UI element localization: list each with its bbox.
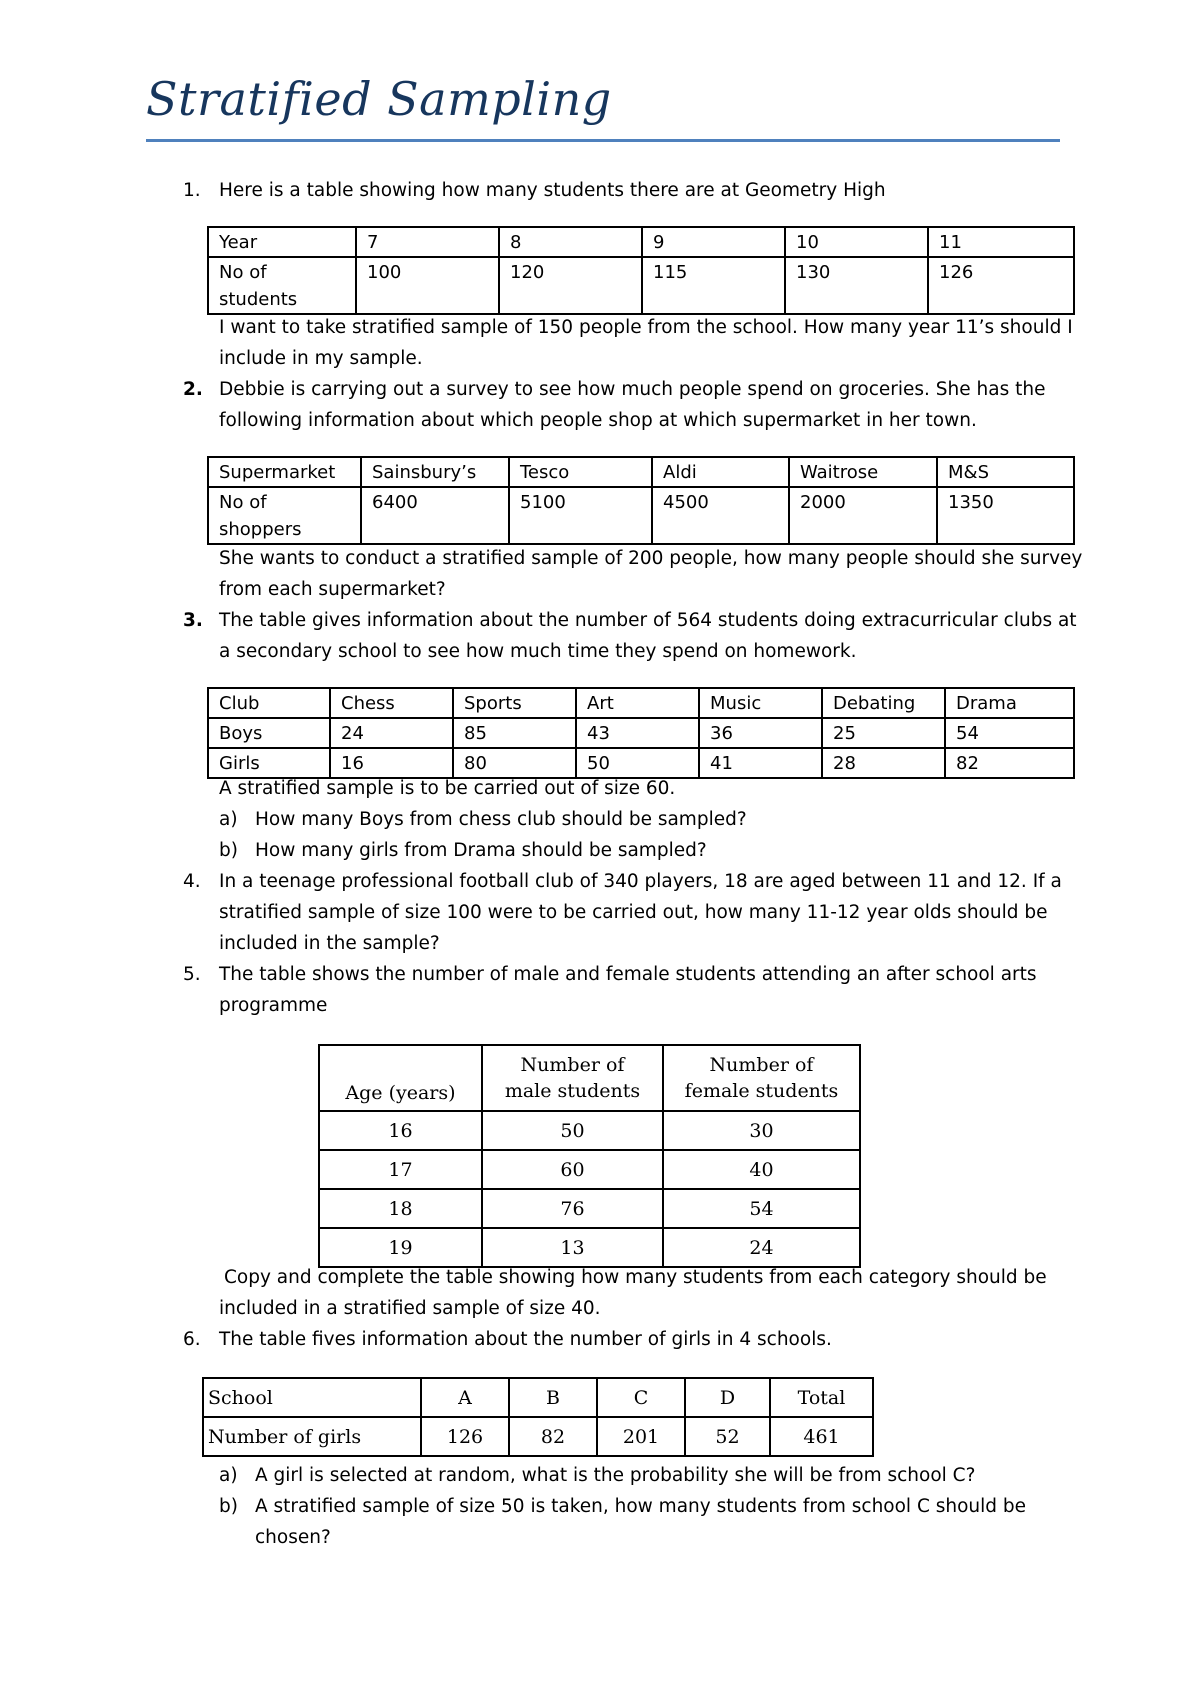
q5-female-cell: 40	[663, 1150, 860, 1189]
q3-boys-cell: 36	[699, 718, 822, 748]
q2-value-cell: 5100	[509, 487, 652, 544]
q3-boys-label: Boys	[208, 718, 330, 748]
q1-value-cell: 120	[499, 257, 642, 314]
q6-header-cell: C	[597, 1378, 685, 1417]
q2-header-cell: Tesco	[509, 457, 652, 487]
q5-female-cell: 54	[663, 1189, 860, 1228]
q1-header-cell: 10	[785, 227, 928, 257]
q2-header-cell: M&S	[937, 457, 1074, 487]
q6-value-cell: 52	[685, 1417, 770, 1456]
q5-header-age: Age (years)	[319, 1045, 482, 1111]
q3-part-b: How many girls from Drama should be sampled?	[255, 840, 707, 861]
q2-intro-line-1: Debbie is carrying out a survey to see how much people spend on groceries. She has the	[219, 379, 1046, 400]
q5-age-cell: 17	[319, 1150, 482, 1189]
q3-header-cell: Drama	[945, 688, 1074, 718]
q3-girls-cell: 28	[822, 748, 945, 778]
q6-header-cell: D	[685, 1378, 770, 1417]
q1-row-label: No of students	[208, 257, 356, 314]
q6-part-b-line-1: A stratified sample of size 50 is taken, how many students from school C should be	[255, 1496, 1027, 1517]
q6-number: 6.	[183, 1329, 201, 1350]
page-title: Stratified Sampling	[146, 72, 612, 126]
q3-header-cell: Sports	[453, 688, 576, 718]
q1-value-cell: 130	[785, 257, 928, 314]
q5-header-male-line-2: male students	[504, 1080, 641, 1102]
q2-intro-line-2: following information about which people shop at which supermarket in her town.	[219, 410, 977, 431]
q2-text-line-2: from each supermarket?	[219, 579, 446, 600]
q6-header-cell: B	[509, 1378, 597, 1417]
q6-value-cell: 201	[597, 1417, 685, 1456]
q6-table	[202, 1377, 874, 1457]
q2-value-cell: 6400	[361, 487, 509, 544]
q5-header-female	[663, 1045, 860, 1111]
q4-line-1: In a teenage professional football club of 340 players, 18 are aged between 11 and 12. If a	[219, 871, 1062, 892]
q5-female-cell: 24	[663, 1228, 860, 1267]
q3-header-cell: Art	[576, 688, 699, 718]
q5-header-female-line-1: Number of	[709, 1054, 814, 1076]
q6-header-cell: School	[203, 1378, 421, 1417]
q5-male-cell: 60	[482, 1150, 663, 1189]
q2-value-cell: 4500	[652, 487, 789, 544]
q5-table	[318, 1044, 861, 1268]
q3-girls-cell: 41	[699, 748, 822, 778]
q3-header-cell: Debating	[822, 688, 945, 718]
q6-part-a-label: a)	[219, 1465, 238, 1486]
q6-part-b-label: b)	[219, 1496, 238, 1517]
q6-part-a: A girl is selected at random, what is the probability she will be from school C?	[255, 1465, 976, 1486]
q1-header-cell: 9	[642, 227, 785, 257]
q2-row-label: No of shoppers	[208, 487, 361, 544]
q5-male-cell: 50	[482, 1111, 663, 1150]
q5-header-male-line-1: Number of	[520, 1054, 625, 1076]
q5-age-cell: 18	[319, 1189, 482, 1228]
q2-header-cell: Supermarket	[208, 457, 361, 487]
q5-age-cell: 19	[319, 1228, 482, 1267]
q1-value-cell: 115	[642, 257, 785, 314]
q3-intro-line-2: a secondary school to see how much time they spend on homework.	[219, 641, 857, 662]
q5-text-line-2: included in a stratified sample of size 40.	[219, 1298, 601, 1319]
q5-intro-line-2: programme	[219, 995, 328, 1016]
q1-text-line-2: include in my sample.	[219, 348, 423, 369]
q3-girls-label: Girls	[208, 748, 330, 778]
q1-intro: Here is a table showing how many students there are at Geometry High	[219, 180, 886, 201]
q3-table	[207, 687, 1075, 779]
q1-header-cell: Year	[208, 227, 356, 257]
q5-header-male	[482, 1045, 663, 1111]
q4-number: 4.	[183, 871, 201, 892]
q3-header-cell: Chess	[330, 688, 453, 718]
q3-girls-cell: 82	[945, 748, 1074, 778]
q5-number: 5.	[183, 964, 201, 985]
q3-girls-cell: 80	[453, 748, 576, 778]
q3-part-a-label: a)	[219, 809, 238, 830]
q3-girls-cell: 50	[576, 748, 699, 778]
q2-header-cell: Sainsbury’s	[361, 457, 509, 487]
q6-value-cell: 82	[509, 1417, 597, 1456]
q3-part-a: How many Boys from chess club should be sampled?	[255, 809, 747, 830]
q6-header-cell: A	[421, 1378, 509, 1417]
q6-part-b-line-2: chosen?	[255, 1527, 331, 1548]
q5-age-cell: 16	[319, 1111, 482, 1150]
q5-intro-line-1: The table shows the number of male and female students attending an after school arts	[219, 964, 1037, 985]
q1-table	[207, 226, 1075, 315]
q2-number: 2.	[183, 379, 203, 400]
q3-boys-cell: 43	[576, 718, 699, 748]
q3-girls-cell: 16	[330, 748, 453, 778]
q1-value-cell: 126	[928, 257, 1074, 314]
q3-text-line: A stratified sample is to be carried out of size 60.	[219, 778, 676, 799]
q1-number: 1.	[183, 180, 201, 201]
q5-male-cell: 13	[482, 1228, 663, 1267]
q2-table	[207, 456, 1075, 545]
q2-value-cell: 2000	[789, 487, 937, 544]
q5-male-cell: 76	[482, 1189, 663, 1228]
q1-text-line-1: I want to take stratified sample of 150 people from the school. How many year 11’s should I	[219, 317, 1073, 338]
q3-boys-cell: 85	[453, 718, 576, 748]
q3-boys-cell: 24	[330, 718, 453, 748]
q1-header-cell: 11	[928, 227, 1074, 257]
q3-boys-cell: 54	[945, 718, 1074, 748]
q5-header-female-line-2: female students	[684, 1080, 839, 1102]
q5-text-line-1: Copy and complete the table showing how many students from each category should be	[224, 1267, 1047, 1288]
q1-header-cell: 8	[499, 227, 642, 257]
q4-line-2: stratified sample of size 100 were to be carried out, how many 11-12 year olds should be	[219, 902, 1048, 923]
q1-value-cell: 100	[356, 257, 499, 314]
q2-text-line-1: She wants to conduct a stratified sample of 200 people, how many people should she survey	[219, 548, 1083, 569]
q6-intro: The table fives information about the number of girls in 4 schools.	[219, 1329, 832, 1350]
q3-number: 3.	[183, 610, 203, 631]
q3-boys-cell: 25	[822, 718, 945, 748]
q2-header-cell: Aldi	[652, 457, 789, 487]
q1-header-cell: 7	[356, 227, 499, 257]
q6-header-cell: Total	[770, 1378, 873, 1417]
q3-intro-line-1: The table gives information about the number of 564 students doing extracurricular clubs at	[219, 610, 1077, 631]
q2-header-cell: Waitrose	[789, 457, 937, 487]
q6-row-label: Number of girls	[203, 1417, 421, 1456]
q6-value-cell: 461	[770, 1417, 873, 1456]
q6-value-cell: 126	[421, 1417, 509, 1456]
q5-female-cell: 30	[663, 1111, 860, 1150]
q4-line-3: included in the sample?	[219, 933, 440, 954]
q3-header-cell: Music	[699, 688, 822, 718]
title-underline	[146, 139, 1060, 142]
q2-value-cell: 1350	[937, 487, 1074, 544]
q3-header-cell: Club	[208, 688, 330, 718]
q3-part-b-label: b)	[219, 840, 238, 861]
